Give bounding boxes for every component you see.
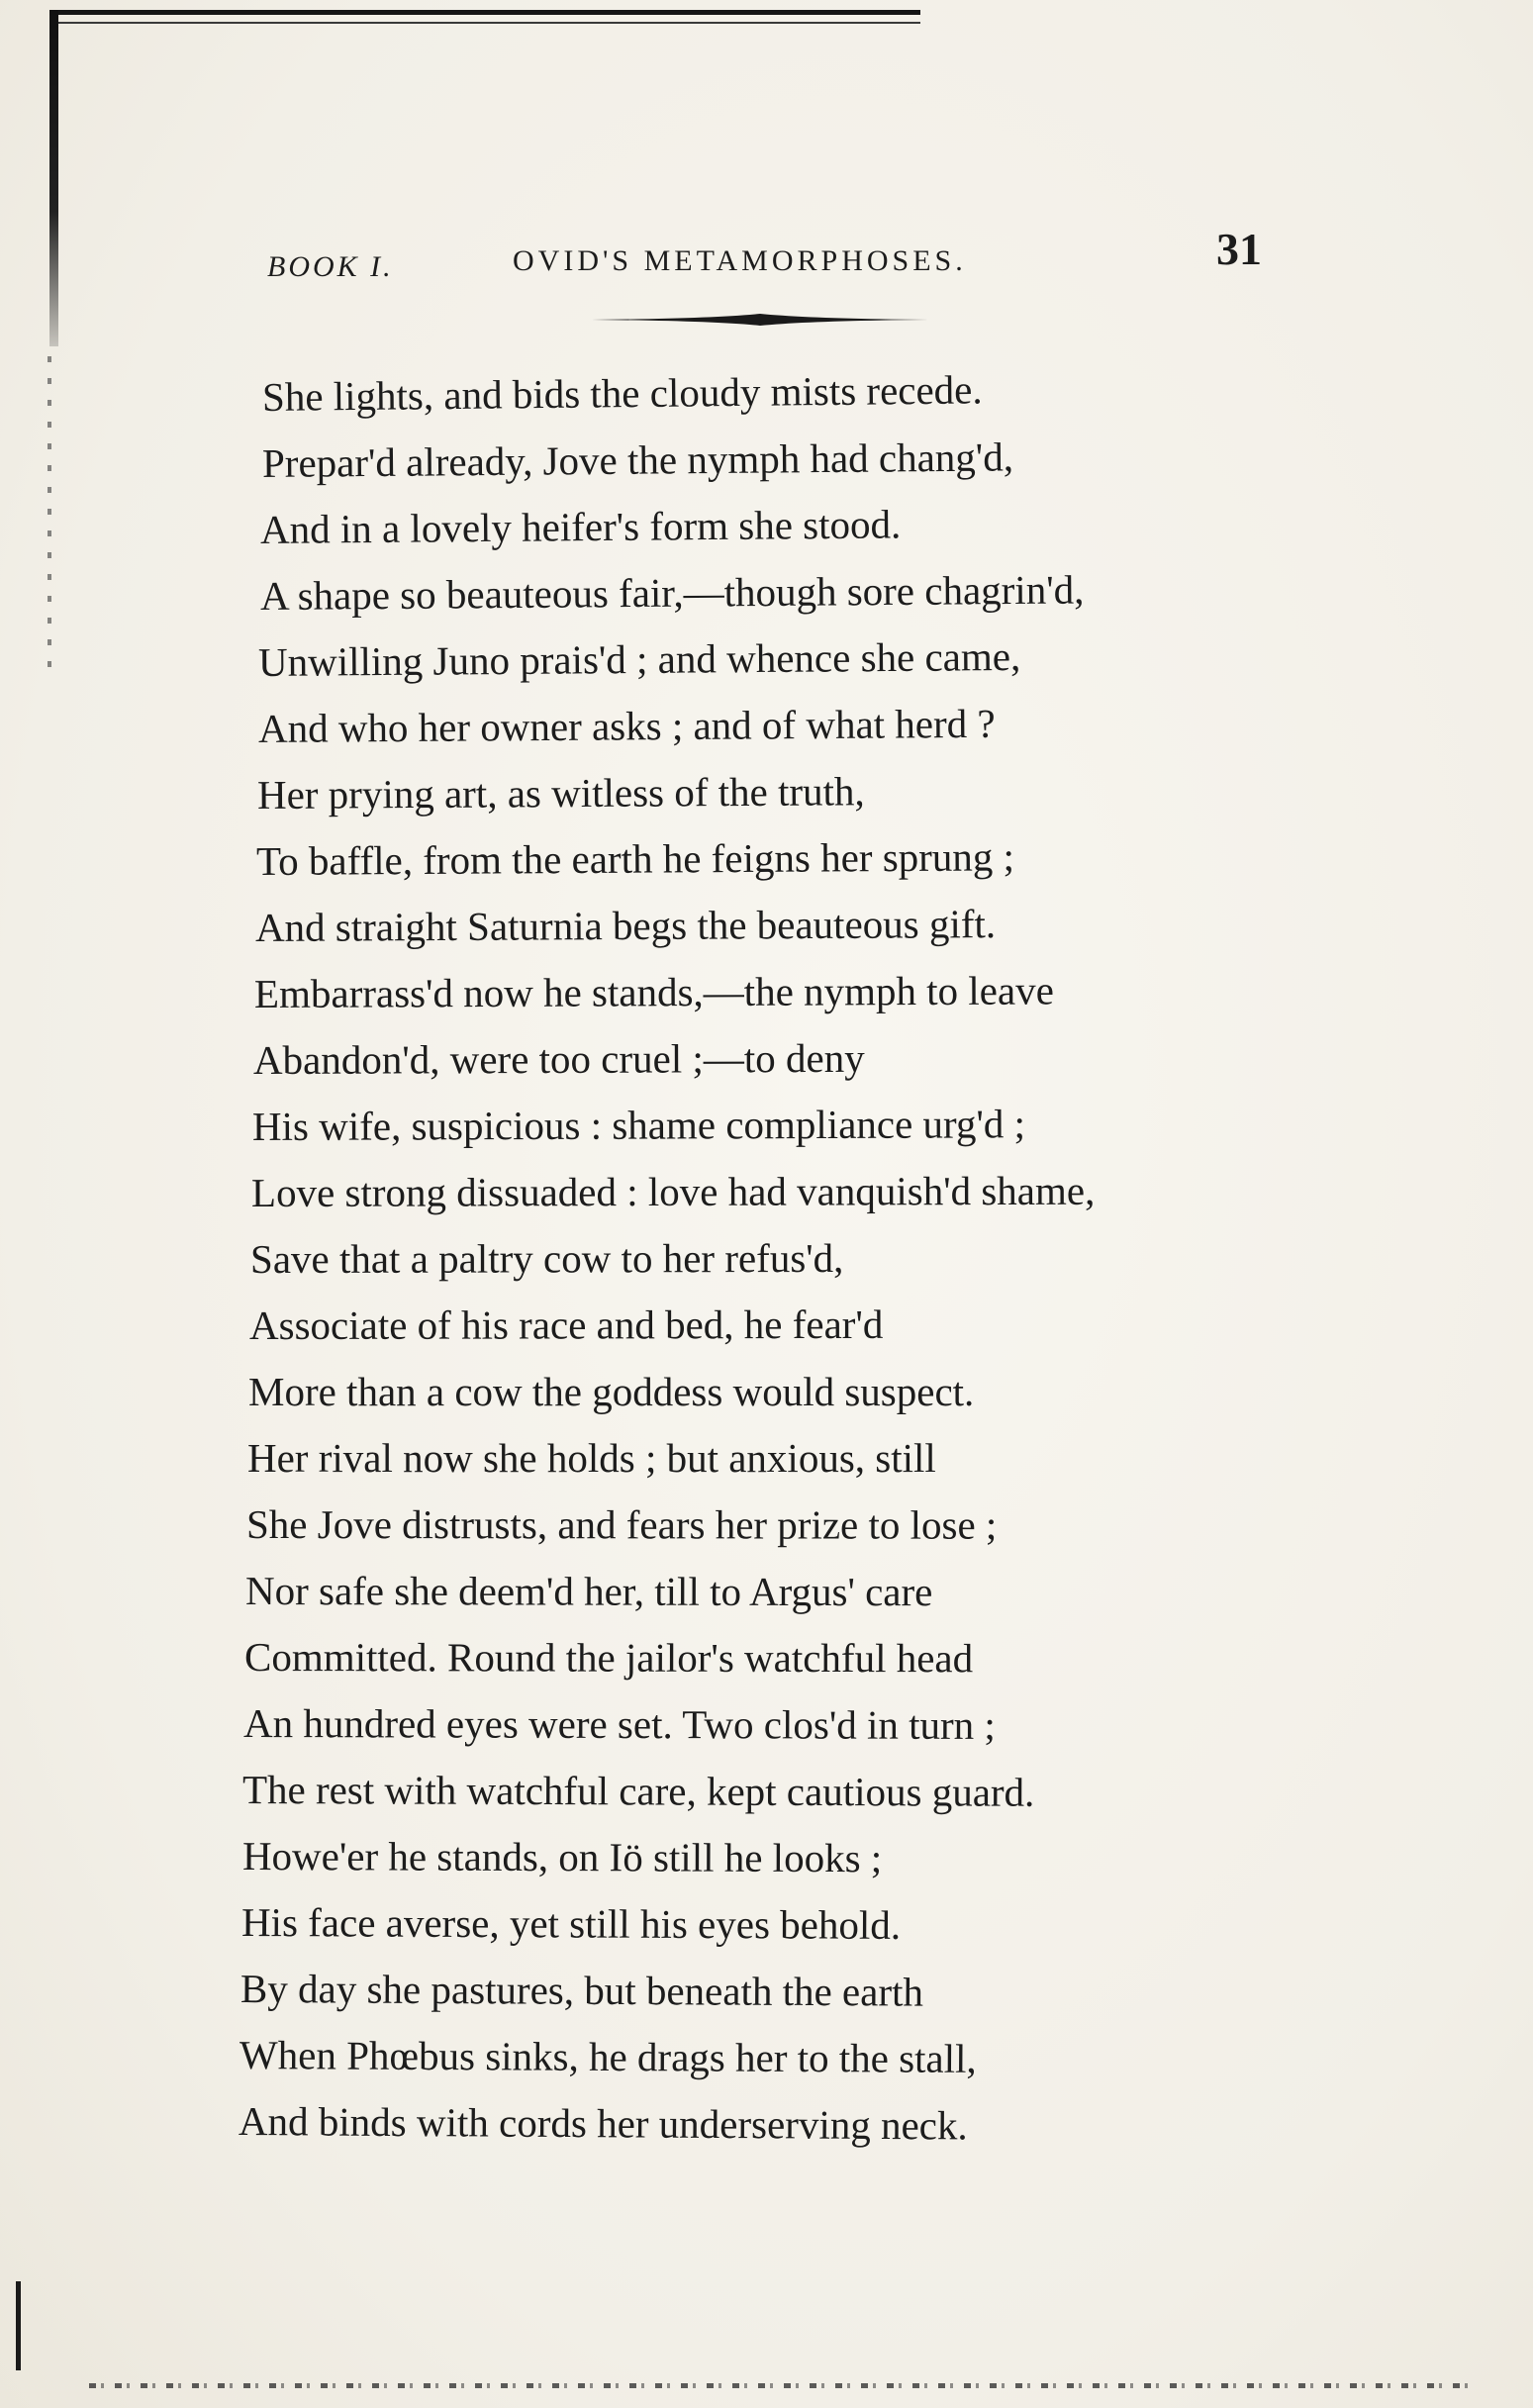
verse-line: More than a cow the goddess would suspect. bbox=[248, 1369, 975, 1414]
page-number: 31 bbox=[1216, 224, 1262, 274]
verse-line: His face averse, yet still his eyes behold. bbox=[240, 1899, 902, 1948]
verse-line: Prepar'd already, Jove the nymph had chang'd, bbox=[261, 433, 1014, 486]
verse-line: Howe'er he stands, on Iö still he looks ; bbox=[241, 1833, 883, 1881]
running-head-title: OVID'S METAMORPHOSES. bbox=[513, 244, 967, 277]
verse-line: A shape so beauteous fair,—though sore chagrin'd, bbox=[259, 566, 1085, 619]
verse-line: Associate of his race and bed, he fear'd bbox=[248, 1300, 884, 1348]
head-ornament-rule bbox=[592, 313, 928, 327]
verse-line: Her prying art, as witless of the truth, bbox=[256, 768, 865, 818]
verse-line: When Phœbus sinks, he drags her to the stall, bbox=[239, 2032, 977, 2081]
running-head bbox=[267, 223, 1262, 292]
scan-speckle-left bbox=[48, 356, 51, 683]
scan-mark-bottom-left bbox=[16, 2281, 21, 2370]
verse-line: Committed. Round the jailor's watchful head bbox=[243, 1634, 974, 1682]
verse-line: Abandon'd, were too cruel ;—to deny bbox=[252, 1034, 865, 1083]
verse-line: And straight Saturnia begs the beauteous gift. bbox=[254, 901, 997, 950]
verse-line: And who her owner asks ; and of what herd ? bbox=[257, 700, 996, 751]
scan-speckle-bottom bbox=[89, 2383, 1475, 2388]
verse-line: Embarrass'd now he stands,—the nymph to leave bbox=[253, 967, 1054, 1016]
verse-line: She Jove distrusts, and fears her prize to lose ; bbox=[245, 1501, 998, 1548]
verse-line: An hundred eyes were set. Two clos'd in turn ; bbox=[242, 1700, 996, 1748]
binding-edge-top-thin bbox=[49, 22, 920, 24]
verse-line: The rest with watchful care, kept cautious guard. bbox=[241, 1767, 1035, 1815]
binding-edge-left bbox=[49, 10, 58, 346]
verse-line: And in a lovely heifer's form she stood. bbox=[259, 501, 902, 552]
book-label: BOOK I. bbox=[267, 250, 394, 283]
verse-line: She lights, and bids the cloudy mists recede. bbox=[261, 366, 983, 420]
verse-line: Her rival now she holds ; but anxious, still bbox=[247, 1435, 936, 1481]
binding-edge-top bbox=[49, 10, 920, 15]
verse-line: His wife, suspicious : shame compliance urg'd ; bbox=[251, 1101, 1026, 1149]
verse-line: By day she pastures, but beneath the earth bbox=[240, 1966, 924, 2015]
verse-line: And binds with cords her underserving neck. bbox=[238, 2098, 968, 2149]
verse-line: Love strong dissuaded : love had vanquish'd shame, bbox=[250, 1167, 1096, 1215]
verse-line: To baffle, from the earth he feigns her sprung ; bbox=[255, 833, 1015, 884]
verse-line: Unwilling Juno prais'd ; and whence she came, bbox=[257, 632, 1021, 685]
verse-line: Save that a paltry cow to her refus'd, bbox=[249, 1234, 844, 1282]
verse-block bbox=[238, 364, 1262, 2155]
verse-line: Nor safe she deem'd her, till to Argus' care bbox=[244, 1568, 933, 1615]
